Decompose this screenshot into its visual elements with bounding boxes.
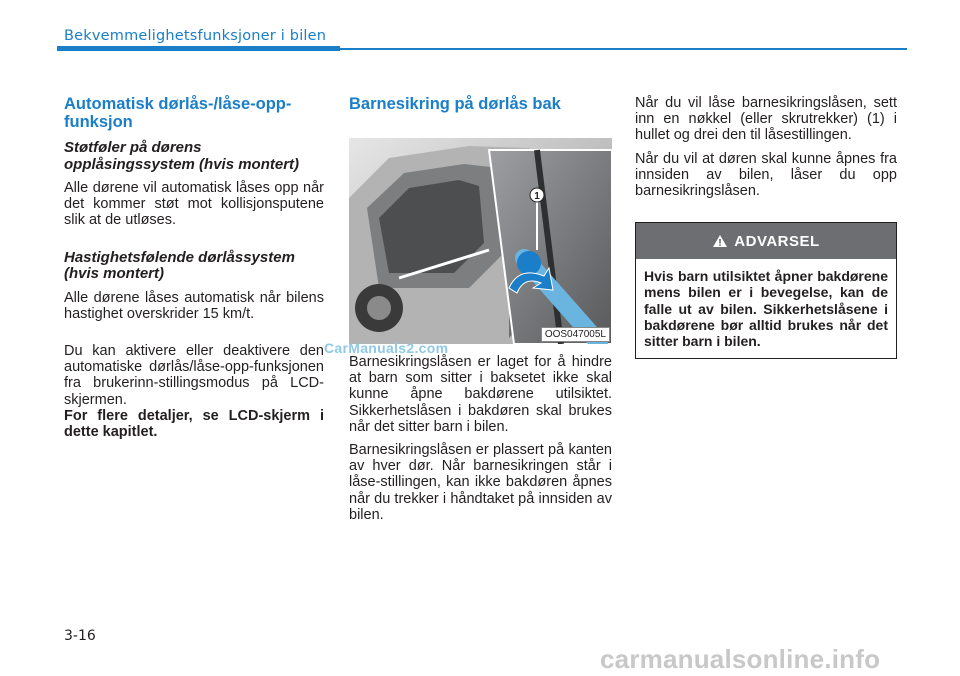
column-right	[635, 95, 897, 359]
lcd-reference-text: For flere detaljer, se LCD-skjerm i dette kapitlet.	[64, 407, 324, 441]
warning-title: ADVARSEL	[734, 232, 820, 250]
warning-triangle-icon	[712, 234, 728, 248]
watermark-carmanuals: CarManuals2.com	[324, 340, 449, 356]
child-lock-illustration	[349, 138, 612, 344]
car-rear-door-image	[349, 138, 612, 344]
lock-instruction-text: Når du vil låse barnesikringslåsen, sett inn en nøkkel (eller skrutrekker) (1) i hullet og drei den til låsestillingen.	[635, 95, 897, 144]
warning-header	[636, 223, 896, 259]
section-title-child-lock: Barnesikring på dørlås bak	[349, 95, 561, 113]
chapter-title: Bekvemmelighetsfunksjoner i bilen	[64, 28, 327, 44]
lcd-setting-text: Du kan aktivere eller deaktivere den automatiske dørlås/låse-opp-funksjonen fra brukerinn-stillingsmodus på LCD-skjermen.	[64, 343, 324, 408]
callout-number: 1	[534, 191, 540, 202]
page-number: 3-16	[64, 628, 96, 644]
column-left	[64, 95, 324, 447]
subsection-title-speed-lock: Hastighetsfølende dørlåssystem (hvis montert)	[64, 248, 295, 283]
section-title-auto-lock: Automatisk dørlås-/låse-opp-funksjon	[64, 95, 292, 131]
unlock-instruction-text: Når du vil at døren skal kunne åpnes fra innsiden av bilen, låser du opp barnesikringslåsen.	[635, 150, 897, 200]
watermark-site: carmanualsonline.info	[600, 644, 881, 674]
child-lock-location-text: Barnesikringslåsen er plassert på kanten av hver dør. Når barnesikringen står i låse-stillingen, kan ikke bakdøren åpnes når du trekker i håndtaket på innsiden av bilen.	[349, 442, 612, 523]
speed-lock-text: Alle dørene låses automatisk når bilens hastighet overskrider 15 km/t.	[64, 289, 324, 322]
warning-text: Hvis barn utilsiktet åpner bakdørene mens bilen er i bevegelse, kan de falle ut av bilen. Sikkerhetslåsene i bakdørene bør alltid brukes når det sitter barn i bilen.	[644, 268, 888, 350]
warning-box	[635, 222, 897, 359]
header-rule-thick	[57, 46, 340, 51]
child-lock-purpose-text: Barnesikringslåsen er laget for å hindre at barn som sitter i baksetet ikke skal kunne åpne bakdørene utilsiktet. Sikkerhetslåsen i bakdøren skal brukes når det sitter barn i bilen.	[349, 354, 612, 435]
header-rule-thin	[340, 48, 907, 50]
impact-unlock-text: Alle dørene vil automatisk låses opp når det kommer støt mot kollisjonsputene slik at de utløses.	[64, 180, 324, 229]
figure-code: OOS047005L	[541, 327, 610, 342]
subsection-title-impact-unlock: Støtføler på dørens opplåsingssystem (hvis montert)	[64, 139, 300, 173]
column-middle	[349, 95, 612, 530]
